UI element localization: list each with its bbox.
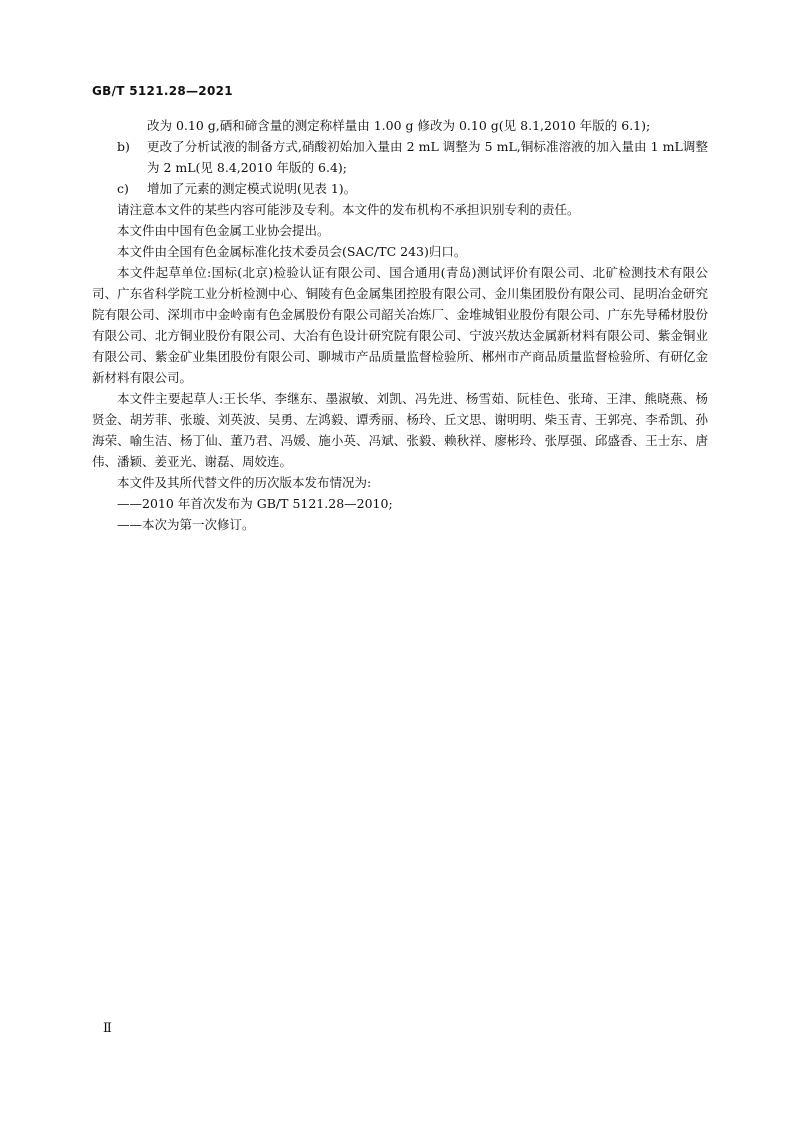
drafters: 本文件主要起草人:王长华、李继东、墨淑敏、刘凯、冯先进、杨雪茹、阮桂色、张琦、王津、熊晓燕、杨贤金、胡芳菲、张璇、刘英波、吴勇、左鸿毅、谭秀丽、杨玲、丘文思、谢明明、柴玉青、王郭亮、李希凯、孙海荣、喻生洁、杨丁仙、董乃君、冯媛、施小英、冯斌、张毅、赖秋祥、廖彬玲、张厚强、邱盛香、王士东、唐伟、潘颖、姜亚光、谢磊、周姣连。 xyxy=(92,391,708,469)
list-text-b: 更改了分析试液的制备方式,硝酸初始加入量由 2 mL 调整为 5 mL,铜标准溶液的加入量由 1 mL调整为 2 mL(见 8.4,2010 年版的 6.4); xyxy=(147,139,708,175)
patent-notice: 请注意本文件的某些内容可能涉及专利。本文件的发布机构不承担识别专利的责任。 xyxy=(117,202,580,217)
list-item-c xyxy=(92,178,708,199)
history-item-2: ——本次为第一次修订。 xyxy=(117,517,255,532)
list-marker-b: b) xyxy=(117,139,130,154)
proposer-statement: 本文件由中国有色金属工业协会提出。 xyxy=(117,223,330,238)
list-marker-c: c) xyxy=(117,181,129,196)
item-a-continuation: 改为 0.10 g,硒和碲含量的测定称样量由 1.00 g 修改为 0.10 g(见 8.1,2010 年版的 6.1); xyxy=(147,118,651,133)
history-intro: 本文件及其所代替文件的历次版本发布情况为: xyxy=(117,475,372,490)
history-item-1: ——2010 年首次发布为 GB/T 5121.28—2010; xyxy=(117,496,393,511)
list-item-b xyxy=(92,136,708,178)
drafting-units: 本文件起草单位:国标(北京)检验认证有限公司、国合通用(青岛)测试评价有限公司、北矿检测技术有限公司、广东省科学院工业分析检测中心、铜陵有色金属集团控股有限公司、金川集团股份有限公司、昆明冶金研究院有限公司、深圳市中金岭南有色金属股份有限公司韶关冶炼厂、金堆城钼业股份有限公司、广东先导稀材股份有限公司、北方铜业股份有限公司、大冶有色设计研究院有限公司、宁波兴敖达金属新材料有限公司、紫金铜业有限公司、紫金矿业集团股份有限公司、聊城市产品质量监督检验所、郴州市产商品质量监督检验所、有研亿金新材料有限公司。 xyxy=(92,265,708,385)
list-text-c: 增加了元素的测定模式说明(见表 1)。 xyxy=(147,181,357,196)
administrator-statement: 本文件由全国有色金属标准化技术委员会(SAC/TC 243)归口。 xyxy=(117,244,467,259)
page-number: Ⅱ xyxy=(103,1021,112,1036)
document-body xyxy=(92,115,708,535)
standard-number-header: GB/T 5121.28—2021 xyxy=(92,84,233,98)
